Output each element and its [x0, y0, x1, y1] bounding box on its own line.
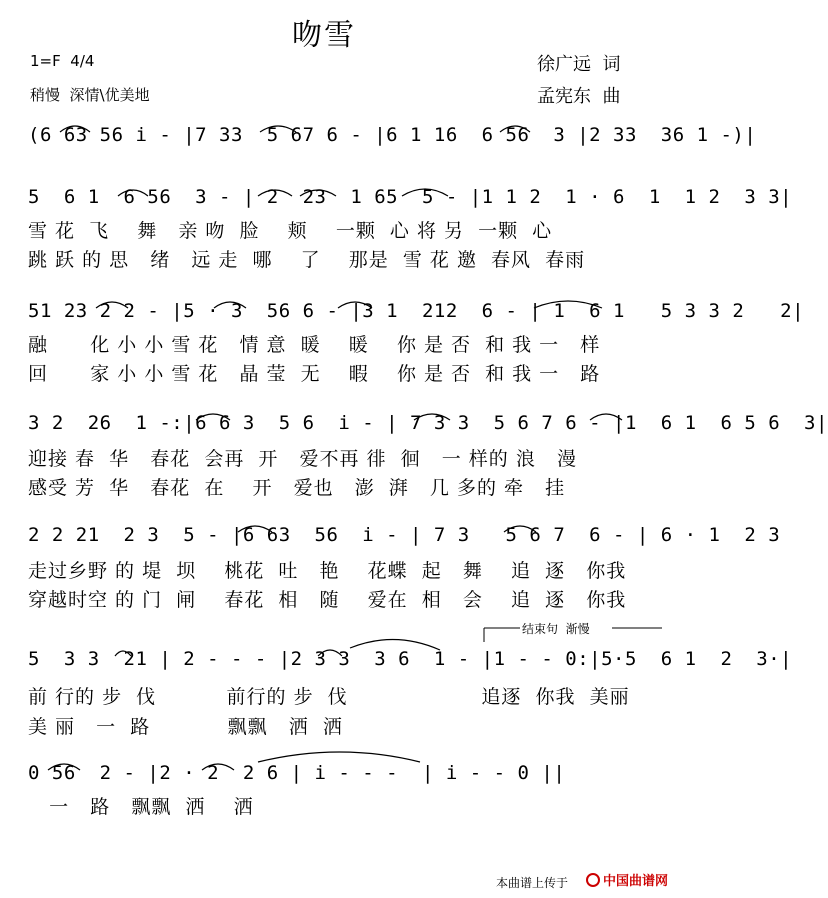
lyric-row-7-verse-1: 一 路 飘飘 洒 洒 [28, 796, 254, 818]
composer-credit: 孟宪东 曲 [537, 86, 621, 107]
lyric-row-2-verse-2: 跳 跃 的 思 绪 远 走 哪 了 那是 雪 花 邀 春风 春雨 [28, 249, 586, 271]
slur-marks [48, 126, 622, 770]
lyric-row-6-verse-2: 美 丽 一 路 飘飘 洒 洒 [28, 716, 343, 738]
lyricist-credit: 徐广远 词 [537, 54, 621, 75]
notation-row-4: 3 2 26 1 -:|6 6 3 5 6 i - | 7 3 3 5 6 7 6 - |1 6 1 6 5 6 3| [28, 412, 828, 434]
upload-note: 本曲谱上传于 [496, 876, 569, 890]
lyric-row-3-verse-1: 融 化 小 小 雪 花 情 意 暖 暖 你 是 否 和 我 一 样 [28, 334, 601, 356]
lyric-row-4-verse-2: 感受 芳 华 春花 在 开 爱也 澎 湃 几 多的 牵 挂 [28, 477, 566, 499]
lyric-row-2-verse-1: 雪 花 飞 舞 亲 吻 脸 颊 一颗 心 将 另 一颗 心 [28, 220, 553, 242]
notation-row-2: 5 6 1 6 56 3 - | 2 23 1 65 5 - |1 1 2 1 · 6 1 1 2 3 3| [28, 186, 793, 208]
site-logo-icon [586, 873, 600, 887]
notation-row-5: 2 2 21 2 3 5 - |6 63 56 i - | 7 3 5 6 7 6 - | 6 · 1 2 3 [28, 524, 781, 546]
notation-row-1: (6 63 56 i - |7 33 5 67 6 - |6 1 16 6 56 3 |2 33 36 1 -)| [28, 124, 757, 146]
coda-bracket [484, 628, 662, 642]
lyric-row-3-verse-2: 回 家 小 小 雪 花 晶 莹 无 暇 你 是 否 和 我 一 路 [28, 363, 601, 385]
site-logo [586, 870, 668, 889]
notation-row-7: 0 56 2 - |2 · 2 2 6 | i - - - | i - - 0 || [28, 762, 566, 784]
lyric-row-5-verse-1: 走过乡野 的 堤 坝 桃花 吐 艳 花蝶 起 舞 追 逐 你我 [28, 560, 627, 582]
lyric-row-5-verse-2: 穿越时空 的 门 闸 春花 相 随 爱在 相 会 追 逐 你我 [28, 589, 627, 611]
lyric-row-6-verse-1: 前 行的 步 伐 前行的 步 伐 追逐 你我 美丽 [28, 686, 630, 708]
notation-row-6: 5 3 3 21 | 2 - - - |2 3 3 3 6 1 - |1 - - 0:|5·5 6 1 2 3·| [28, 648, 793, 670]
site-name: 中国曲谱网 [603, 874, 669, 889]
key-meter: 1=F 4/4 [30, 52, 95, 70]
song-title: 吻雪 [292, 18, 356, 53]
notation-row-3: 51 23 2 2 - |5 · 3 56 6 - |3 1 212 6 - | 1 6 1 5 3 3 2 2| [28, 300, 805, 322]
coda-label: 结束句 渐慢 [522, 622, 590, 636]
tempo-marking: 稍慢 深情\优美地 [30, 86, 150, 104]
lyric-row-4-verse-1: 迎接 春 华 春花 会再 开 爱不再 徘 徊 一 样的 浪 漫 [28, 448, 577, 470]
